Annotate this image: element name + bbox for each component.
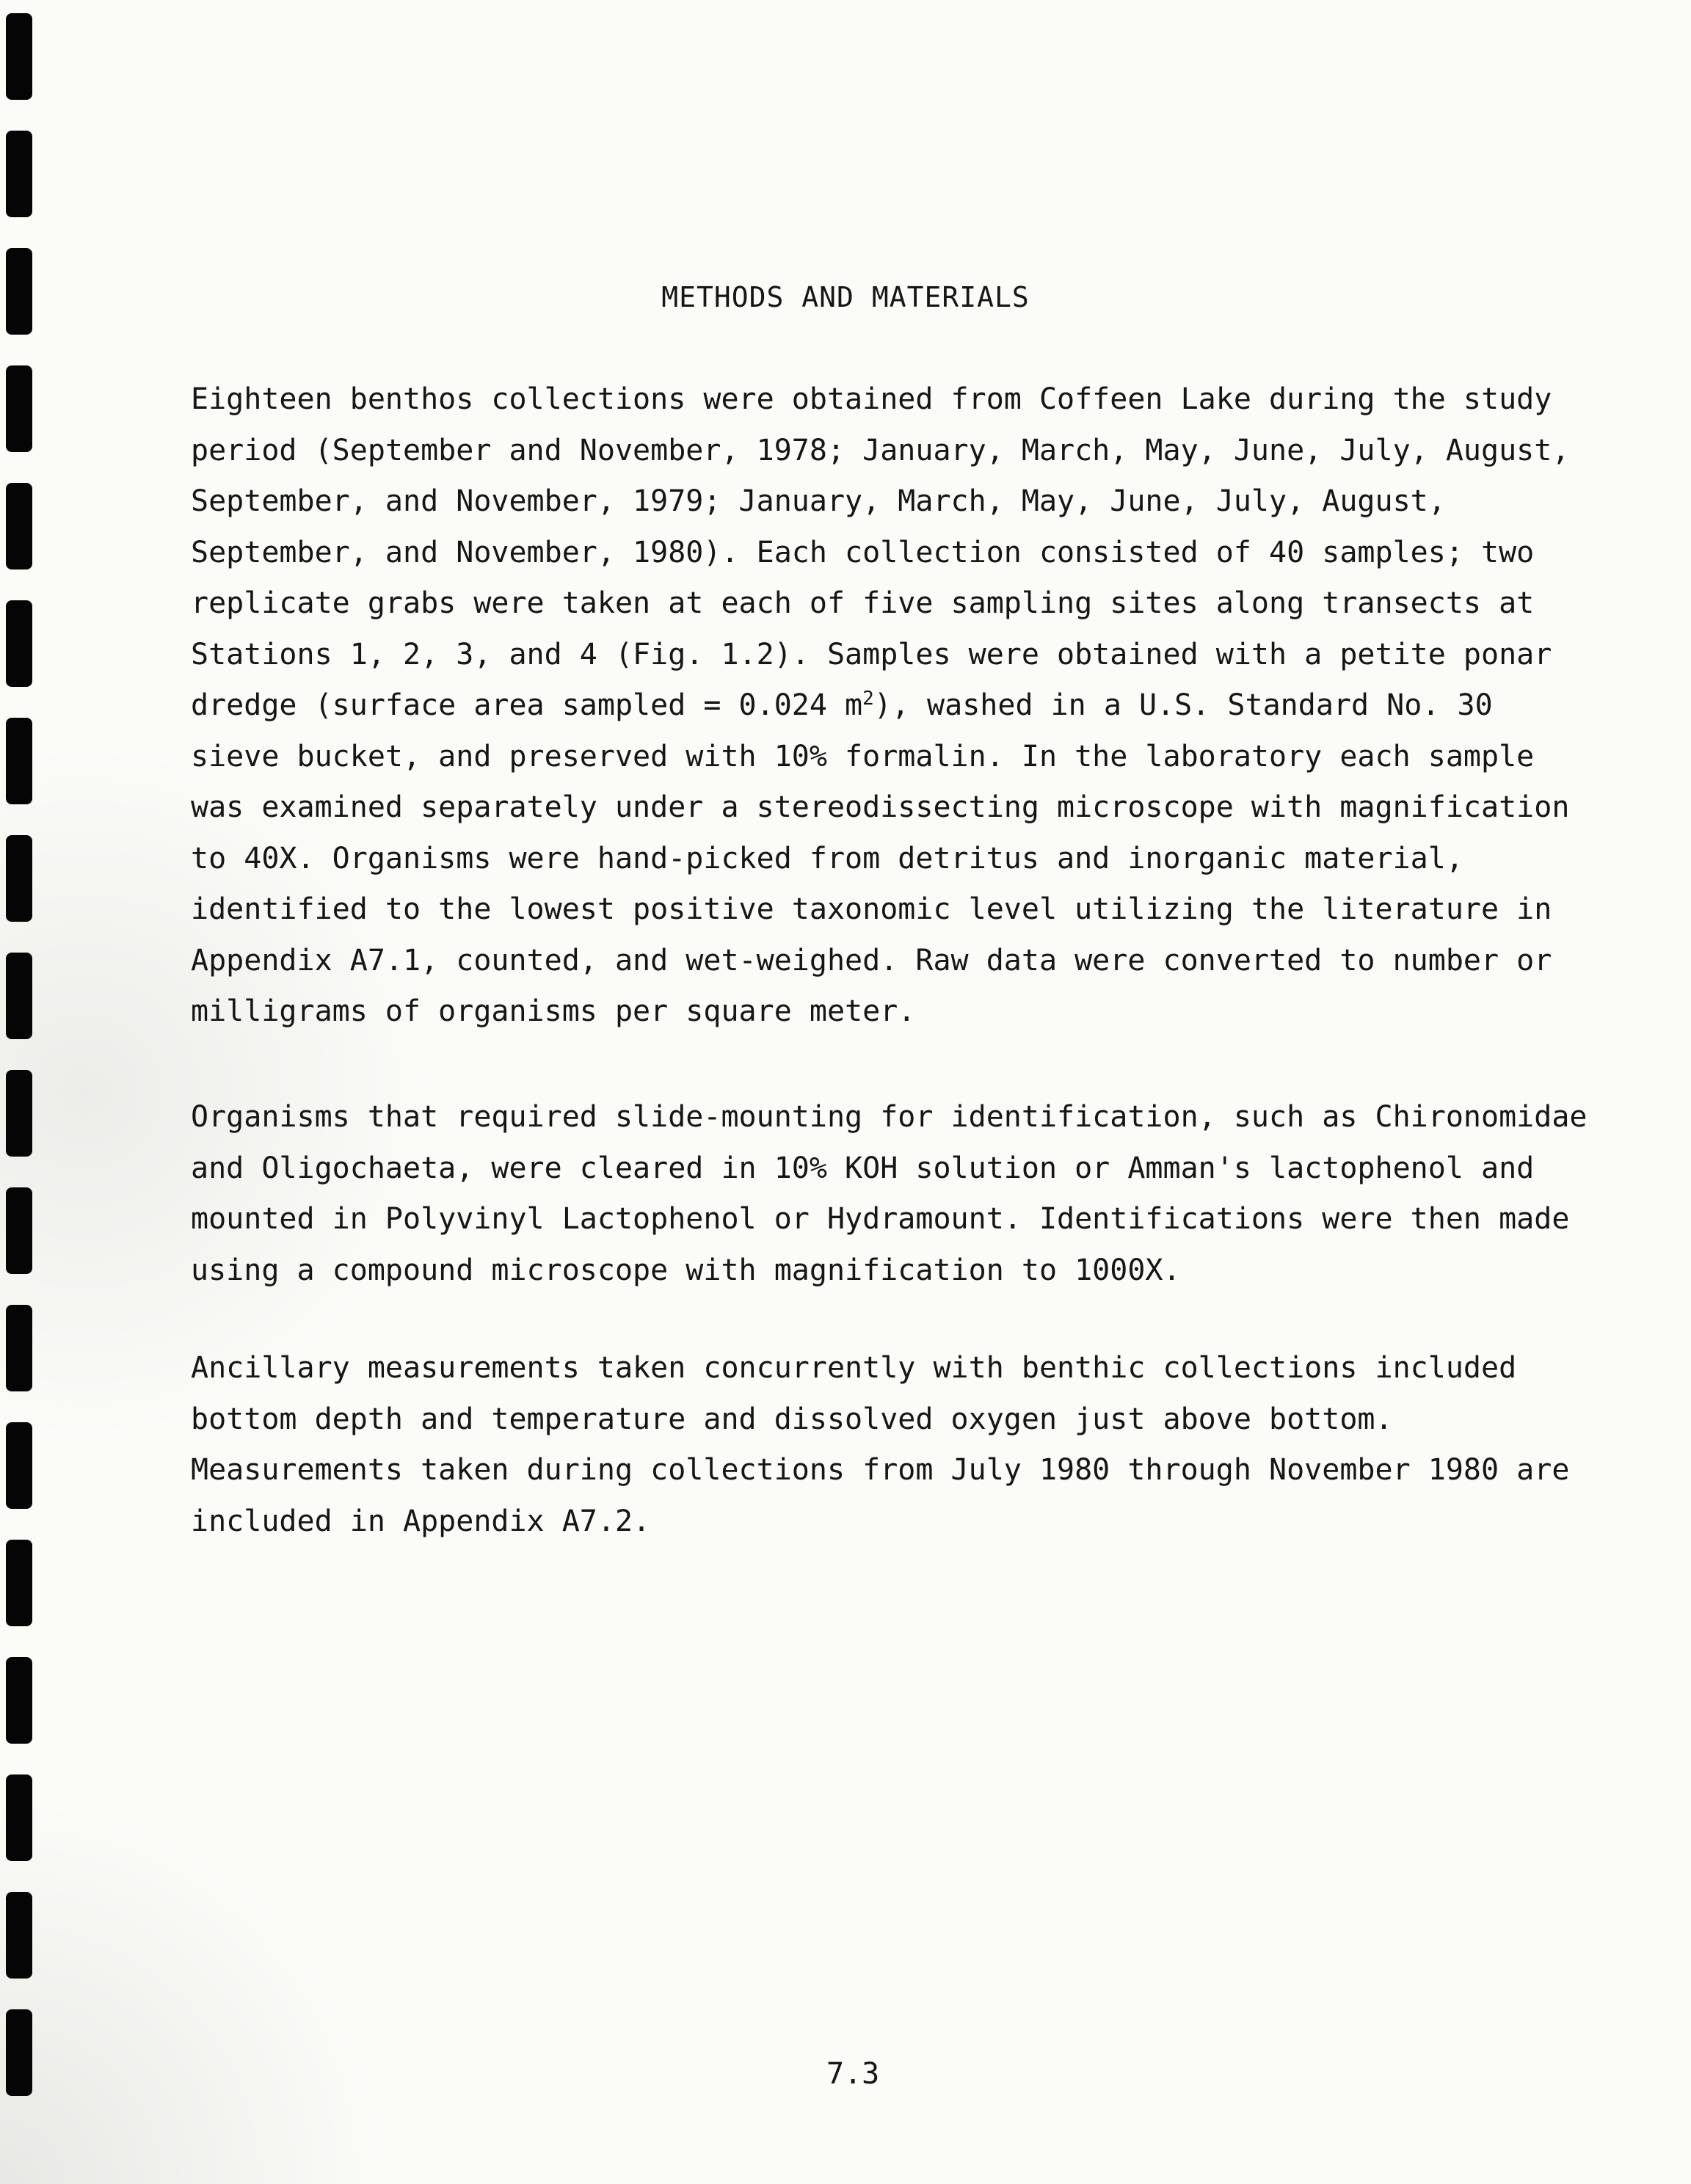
page-number: 7.3 [826, 2057, 880, 2091]
paragraph-line: to 40X. Organisms were hand-picked from detritus and inorganic material, [191, 841, 1463, 876]
paragraph-line: replicate grabs were taken at each of five sampling sites along transects at [191, 586, 1535, 620]
paragraph-line-with-superscript [191, 680, 1527, 732]
paragraph-line: Stations 1, 2, 3, and 4 (Fig. 1.2). Samples were obtained with a petite ponar [191, 637, 1552, 671]
paragraph-line: period (September and November, 1978; January, March, May, June, July, August, [191, 433, 1570, 467]
binding-hole-icon [6, 483, 32, 569]
methods-paragraph [191, 374, 1570, 1038]
slide-mounting-paragraph [191, 1092, 1588, 1296]
paragraph-line: milligrams of organisms per square meter. [191, 994, 916, 1028]
binding-hole-icon [6, 13, 32, 100]
binding-hole-icon [6, 1540, 32, 1626]
paragraph-line: mounted in Polyvinyl Lactophenol or Hydramount. Identifications were then made [191, 1202, 1570, 1236]
paragraph-line: September, and November, 1979; January, March, May, June, July, August, [191, 484, 1446, 518]
binding-hole-icon [6, 131, 32, 217]
paragraph-line: included in Appendix A7.2. [191, 1504, 651, 1538]
ancillary-measurements-paragraph [191, 1343, 1570, 1547]
paragraph-line: Measurements taken during collections from July 1980 through November 1980 are [191, 1453, 1570, 1487]
paragraph-line: September, and November, 1980). Each collection consisted of 40 samples; two [191, 535, 1535, 569]
binding-hole-icon [6, 365, 32, 452]
square-meter-superscript: 2 [862, 688, 874, 710]
paragraph-line: identified to the lowest positive taxonomic level utilizing the literature in [191, 892, 1552, 926]
paragraph-line: bottom depth and temperature and dissolved oxygen just above bottom. [191, 1402, 1393, 1436]
line-text-after-superscript: ), washed in a U.S. Standard No. 30 [873, 688, 1493, 722]
line-text-before-superscript: dredge (surface area sampled = 0.024 m [191, 688, 863, 722]
paragraph-line: Organisms that required slide-mounting for identification, such as Chironomidae [191, 1100, 1588, 1134]
binding-hole-icon [6, 1070, 32, 1157]
binding-hole-icon [6, 1892, 32, 1979]
paragraph-line: sieve bucket, and preserved with 10% formalin. In the laboratory each sample [191, 739, 1535, 774]
binding-hole-icon [6, 718, 32, 804]
paragraph-line: Appendix A7.1, counted, and wet-weighed. Raw data were converted to number or [191, 943, 1552, 978]
binding-hole-icon [6, 2009, 32, 2096]
binding-hole-icon [6, 1187, 32, 1274]
binding-hole-icon [6, 1657, 32, 1744]
binding-hole-icon [6, 953, 32, 1039]
binding-hole-icon [6, 835, 32, 922]
binding-hole-icon [6, 1305, 32, 1391]
paragraph-line: Eighteen benthos collections were obtained from Coffeen Lake during the study [191, 382, 1552, 416]
section-title: METHODS AND MATERIALS [661, 281, 1030, 313]
binding-hole-icon [6, 600, 32, 687]
paragraph-line: using a compound microscope with magnification to 1000X. [191, 1253, 1181, 1287]
paragraph-line: was examined separately under a stereodissecting microscope with magnification [191, 790, 1570, 824]
punched-binding-edge [0, 0, 44, 2184]
paragraph-line: Ancillary measurements taken concurrently with benthic collections included [191, 1351, 1517, 1385]
binding-hole-icon [6, 1774, 32, 1861]
paragraph-line: and Oligochaeta, were cleared in 10% KOH solution or Amman's lactophenol and [191, 1151, 1535, 1185]
binding-hole-icon [6, 1422, 32, 1509]
